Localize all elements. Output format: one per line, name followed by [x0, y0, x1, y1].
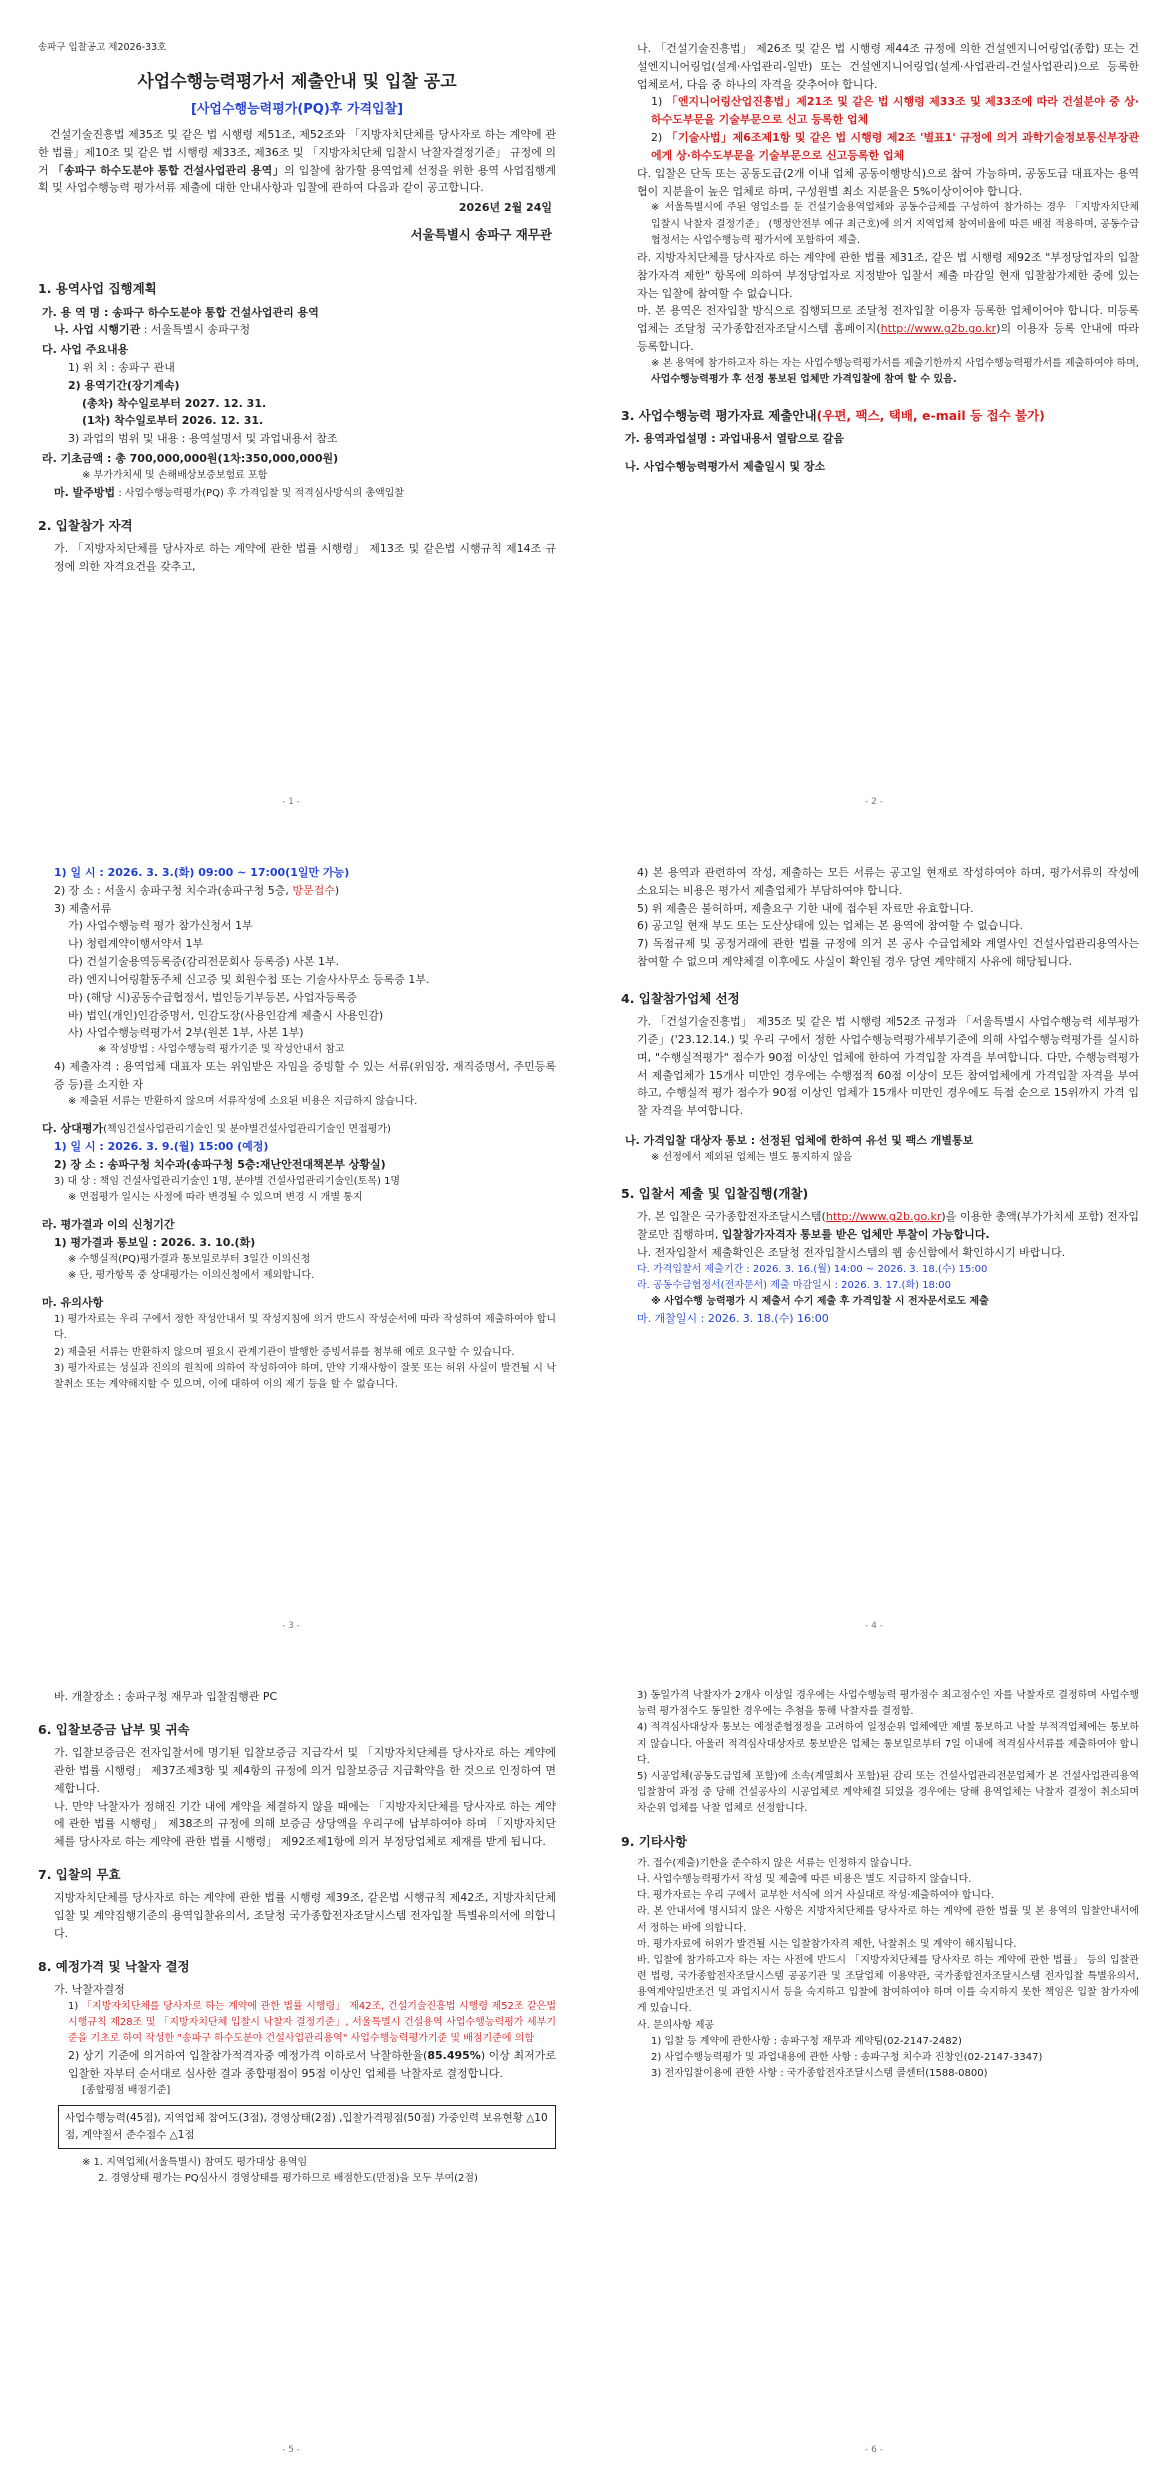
s8-score-label: [종합평점 배점기준] [82, 2084, 171, 2096]
s5-joint-deadline: 라. 공동수급협정서(전자문서) 제출 마감일시 : 2026. 3. 17.(화) 18:00 [637, 1279, 952, 1291]
s2-registration: 나. 「건설기술진흥법」 제26조 및 같은 법 시행령 제44조 규정에 의한 건설엔지니어링업(종합) 또는 건설엔지니어링업(설계·사업관리-일반) 또는 건설엔지니어링업(설계·사업관리-건설사업관리)으로 등록한 업체로서, 다음 중 하나의 자격을 갖추어야 합니다. [637, 42, 1139, 91]
precaution-5: 5) 위 제출은 불허하며, 제출요구 기한 내에 접수된 자료만 유효합니다. [637, 901, 974, 915]
s1-main-content: 다. 사업 주요내용 [42, 343, 129, 357]
doc-item: 바) 법인(개인)인감증명서, 인감도장(사용인감계 제출시 사용인감) [68, 1008, 384, 1022]
s8-rule-4: 4) 적격심사대상자 통보는 예정준협정정을 고려하여 일정순위 업체에만 제별 통보하고 낙찰 부적격업체에는 통보하지 않습니다. 아울러 적격심사대상자로 통보받은 업체는 통보일로부터 7일 이내에 적격심사서류를 제출하여야 합니다. [637, 1722, 1139, 1766]
page-number: - 4 - [865, 1621, 883, 1632]
s5-opening-place: 바. 개찰장소 : 송파구청 재무과 입찰집행관 PC [54, 1690, 278, 1703]
s5-bid-period: 다. 가격입찰서 제출기간 : 2026. 3. 16.(월) 14:00 ~ 2026. 3. 18.(수) 15:00 [637, 1263, 988, 1275]
s1-scope: 3) 과업의 범위 및 내용 : 용역설명서 및 과업내용서 참조 [68, 432, 338, 446]
s3-place: 2) 장 소 : 서울시 송파구청 치수과(송파구청 5층, 방문접수) [54, 883, 340, 897]
doc-item: 사) 사업수행능력평가서 2부(원본 1부, 사본 1부) [68, 1026, 304, 1040]
page-number: - 3 - [282, 1621, 300, 1632]
s5-note: ※ 사업수행 능력평가 시 제출서 수기 제출 후 가격입찰 시 전자문서로도 제출 [651, 1296, 989, 1308]
precaution-2: 2) 제출된 서류는 반환하지 않으며 필요시 관계기관이 발행한 증빙서류를 첨부해 예로 요구할 수 있습니다. [54, 1346, 515, 1358]
document-title: 사업수행능력평가서 제출안내 및 입찰 공고 [137, 72, 457, 93]
s3-description: 가. 용역과업설명 : 과업내용서 열람으로 갈음 [625, 432, 844, 446]
s6-forfeit: 나. 만약 낙찰자가 정해진 기간 내에 계약을 체결하지 않을 때에는 「지방자치단체를 당사자로 하는 계약에 관한 법률 시행령」 제38조의 규정에 의해 보증금 상당액을 우리구에 납부하여야 하며 「지방자치단체를 당사자로 하는 계약에 관한 법률 시행령」 제92조제1항에 의거 부정당업체로 제재를 받게 됩니다. [54, 1799, 556, 1849]
doc-item: 나) 청렴계약이행서약서 1부 [68, 937, 204, 951]
s5-confirmation: 나. 전자입찰서 제출확인은 조달청 전자입찰시스템의 웹 송신함에서 확인하시기 바랍니다. [637, 1245, 1066, 1259]
s2-e-bidding: 마. 본 용역은 전자입찰 방식으로 집행되므로 조달청 전자입찰 이용자 등록한 업체이어야 합니다. 미등록 업체는 조달청 국가종합전자조달시스템 홈페이지(http://www.g2b.go.kr)의 이용자 등록 안내에 따라 등록합니다. [637, 304, 1139, 353]
s8-rule-1: 1) 「지방자치단체를 당사자로 하는 계약에 관한 법률 시행령」 제42조, 건설기술진흥법 시행령 제52조 같은법 시행규칙 제28조 및 「지방자치단체 입찰시 낙찰자 결정기준」, 서울특별시 건설용역 사업수행능력평가 세부기준을 기초로 하여 작성한 "송파구 하수도분야 건설사업관리용역" 사업수행능력평가기준 및 배점기준에 의함 [68, 2000, 556, 2045]
section-6-title: 6. 입찰보증금 납부 및 귀속 [38, 1721, 190, 1737]
s2-qual-1: 1) 「엔지니어링산업진흥법」제21조 및 같은 법 시행령 제33조 및 제33조에 따라 건설분야 중 상·하수도부문을 기술부문으로 신고 등록한 업체 [651, 95, 1139, 127]
s3-submission: 나. 사업수행능력평가서 제출일시 및 장소 [625, 460, 826, 474]
relative-evaluation: 다. 상대평가(책임건설사업관리기술인 및 분야별건설사업관리기술인 면접평가) [42, 1122, 391, 1136]
doc-item: 라) 엔지니어링활동주체 신고증 및 회원수첩 또는 기술사사무소 등록증 1부. [68, 972, 430, 986]
announcement-number: 송파구 입찰공고 제2026-33호 [38, 42, 167, 53]
s2-qualification: 가. 「지방자치단체를 당사자로 하는 계약에 관한 법률 시행령」 제13조 및 같은법 시행규칙 제14조 규정에 의한 자격요건을 갖추고, [54, 542, 556, 574]
section-8-title: 8. 예정가격 및 낙찰자 결정 [38, 1958, 190, 1974]
page-2 [583, 0, 1165, 824]
s3-submitter: 4) 제출자격 : 용역업체 대표자 또는 위임받은 자임을 증빙할 수 있는 서류(위임장, 재직증명서, 주민등록증 등)를 소지한 자 [54, 1060, 556, 1092]
s1-period: 2) 용역기간(장기계속) [68, 378, 180, 392]
doc-item: 마) (해당 시)공동수급협정서, 법인등기부등본, 사업자등록증 [68, 990, 357, 1004]
page-number: - 5 - [282, 2445, 300, 2456]
s2-joint-bidding: 다. 입찰은 단독 또는 공동도급(2개 이내 업체 공동이행방식)으로 참여 가능하며, 공동도급 대표자는 용역협이 지분율이 높은 업체로 하며, 구성원별 최소 지분율은 5%이상이어야 합니다. [637, 166, 1139, 198]
precaution-4: 4) 본 용역과 관련하여 작성, 제출하는 모든 서류는 공고일 현재로 작성하여야 하며, 평가서류의 작성에 소요되는 비용은 평가서 제출업체가 부담하여야 합니다. [637, 866, 1139, 897]
s9-item: 바. 입찰에 참가하고자 하는 자는 사전에 반드시 「지방자치단체를 당사자로 하는 계약에 관한 법률」 등의 입찰관련 법령, 국가종합전자조달시스템 공공기관 및 조달업체 이용약관, 국가종합전자조달시스템 전자입찰 특별유의서, 용역계약일반조건 및 과업지시서 등을 숙지하고 입찰에 참여하여야 하며 이를 숙지하지 못한 책임은 입찰 참가자에게 있습니다. [637, 1954, 1139, 2015]
s9-item: 마. 평가자료에 허위가 발견될 시는 입찰참가자격 제한, 낙찰취소 및 계약이 해지됩니다. [637, 1938, 1017, 1950]
section-5-title: 5. 입찰서 제출 및 입찰집행(개찰) [621, 1186, 809, 1201]
s3-note: ※ 제출된 서류는 반환하지 않으며 서류작성에 소요된 비용은 지급하지 않습니다. [68, 1095, 418, 1107]
s1-period-total: (총차) 착수일로부터 2027. 12. 31. [82, 396, 267, 410]
result-date: 1) 평가결과 통보일 : 2026. 3. 10.(화) [54, 1236, 256, 1250]
page-number: - 2 - [865, 797, 883, 808]
page-number: - 6 - [865, 2445, 883, 2456]
s2-joint-note: ※ 서울특별시에 주된 영업소를 둔 건설기술용역업체와 공동수급체를 구성하여 참가하는 경우 「지방자치단체 입찰시 낙찰자 결정기준」 (행정안전부 예규 최근호)에 의거 지역업체 참여비율에 따른 배점 적용하며, 공동수급협정서는 사업수행능력 평가서에 포함하여 제출. [651, 202, 1139, 246]
s8-score-box: 사업수행능력(45점), 지역업체 참여도(3점), 경영상태(2점) ,입찰가격평점(50점) 가중인력 보유현황 △10점, 계약질서 준수점수 △1점 [58, 2105, 556, 2149]
doc-note: ※ 작성방법 : 사업수행능력 평가기준 및 작성안내서 참고 [98, 1044, 345, 1056]
contact-evaluation: 2) 사업수행능력평가 및 과업내용에 관한 사항 : 송파구청 치수과 진창인(02-2147-3347) [651, 2052, 1043, 2063]
page-number: - 1 - [282, 797, 300, 808]
doc-item: 다) 건설기술용역등록증(감리전문회사 등록증) 사본 1부. [68, 955, 340, 969]
s1-ordering-method: 마. 발주방법 : 사업수행능력평가(PQ) 후 가격입찰 및 적격심사방식의 총액입찰 [54, 486, 404, 500]
s9-contacts: 사. 문의사항 제공 [637, 2019, 715, 2031]
s4-note: ※ 선정에서 제외된 업체는 별도 통지하지 않음 [651, 1151, 853, 1163]
s4-selection: 가. 「건설기술진흥법」 제35조 및 같은 법 시행령 제52조 규정과 「서울특별시 사업수행능력 세부평가기준」('23.12.14.) 및 우리 구에서 정한 사업수행능력평가세부기준에 의해 사업수행능력평가를 실시하며, "수행실적평가" 점수가 90점 이상인 업체에 한하여 가격입찰 자격을 부여합니다. 다만, 수행능력평가서 제출업체가 15개사 미만인 경우에는 수행점적 60점 이상이 모든 참여업체에게 가격입찰 자격을 부여하고, 수행실적 평가 점수가 90점 이상인 업체가 15개사 미만인 경우에도 득점 순으로 15위까지 가격 입찰 자격을 부여합니다. [637, 1015, 1139, 1118]
announcement-date: 2026년 2월 24일 [458, 201, 552, 215]
s8-note-1: ※ 1. 지역업체(서울특별시) 참여도 평가대상 용역임 [82, 2157, 308, 2169]
s1-service-name: 가. 용 역 명 : 송파구 하수도분야 통합 건설사업관리 용역 [42, 305, 319, 319]
s1-base-amount-note: ※ 부가가치세 및 손해배상보증보험료 포함 [82, 469, 268, 481]
s3-datetime: 1) 일 시 : 2026. 3. 3.(화) 09:00 ~ 17:00(1일만 가능) [54, 866, 350, 879]
s2-qual-2: 2) 「기술사법」제6조제1항 및 같은 법 시행령 제2조 '별표1' 규정에 의거 과학기술정보통신부장관에게 상·하수도부문을 기술부문으로 신고등록한 업체 [651, 131, 1139, 162]
s1-agency: 나. 사업 시행기관 : 서울특별시 송파구청 [54, 323, 251, 337]
interview-target: 3) 대 상 : 책임 건설사업관리기술인 1명, 분야별 건설사업관리기술인(토목) 1명 [54, 1175, 401, 1187]
page-5 [0, 1648, 582, 2472]
contact-contract: 1) 입찰 등 계약에 관한사항 : 송파구청 재무과 계약팀(02-2147-2482) [651, 2035, 962, 2047]
section-1-title: 1. 용역사업 집행계획 [38, 281, 157, 297]
page-1 [0, 0, 582, 824]
page-6 [583, 1648, 1165, 2472]
s4-notification: 나. 가격입찰 대상자 통보 : 선정된 업체에 한하여 유선 및 팩스 개별통보 [625, 1134, 974, 1147]
issuer: 서울특별시 송파구 재무관 [410, 227, 552, 243]
s8-winner: 가. 낙찰자결정 [54, 1982, 125, 1996]
precaution-3: 3) 평가자료는 성실과 진의의 원칙에 의하여 작성하여야 하며, 만약 기재사항이 잘못 또는 허위 사실이 발견될 시 낙찰취소 또는 계약해지할 수 있으며, 이에 대하여 이의 제기 등을 할 수 없습니다. [54, 1362, 556, 1390]
s9-item: 라. 본 안내서에 명시되지 않은 사항은 지방자치단체를 당사자로 하는 계약에 관한 법률 및 본 용역의 입찰안내서에서 정하는 바에 의합니다. [637, 1906, 1139, 1934]
doc-item: 가) 사업수행능력 평가 참가신청서 1부 [68, 919, 253, 933]
s8-rule-3: 3) 동일가격 낙찰자가 2개사 이상일 경우에는 사업수행능력 평가점수 최고점수인 자를 낙찰자로 결정하며 사업수행능력 평가점수도 동일한 경우에는 추첨을 통해 낙찰자를 결정함. [637, 1690, 1139, 1718]
s6-deposit: 가. 입찰보증금은 전자입찰서에 명기된 입찰보증금 지급각서 및 「지방자치단체를 당사자로 하는 계약에 관한 법률 시행령」 제37조제3항 및 제4항의 규정에 의거 입찰보증금 지급확약을 한 것으로 인정하여 면제합니다. [54, 1746, 556, 1795]
g2b-link[interactable]: http://www.g2b.go.kr [825, 1210, 942, 1224]
precautions: 마. 유의사항 [42, 1296, 104, 1310]
s9-item: 다. 평가자료는 우리 구에서 교부한 서식에 의거 사실대로 작성·제출하여야 합니다. [637, 1890, 994, 1902]
page-4 [583, 824, 1165, 1648]
section-7-title: 7. 입찰의 무효 [38, 1866, 121, 1882]
contact-e-bidding: 3) 전자입찰이용에 관한 사항 : 국가종합전자조달시스템 콜센터(1588-0800) [651, 2068, 988, 2080]
precaution-7: 7) 독점규제 및 공정거래에 관한 법률 규정에 의거 본 공사 수급업체와 계열사인 건설사업관리용역사는 참여할 수 없으며 계약체결 이후에도 사실이 확인될 경우 당연 계약해지 사유에 해당됩니다. [637, 937, 1139, 969]
section-4-title: 4. 입찰참가업체 선정 [621, 990, 740, 1006]
s1-location: 1) 위 치 : 송파구 관내 [68, 360, 175, 374]
s2-restriction: 라. 지방자치단체를 당사자로 하는 계약에 관한 법률 제31조, 같은 법 시행령 제92조 "부정당업자의 입찰참가자격 제한" 항목에 의하여 부정당업자로 지정받아 입찰서 제출 마감일 현재 입찰참가제한 중에 있는 자는 입찰에 참여할 수 없습니다. [637, 250, 1139, 300]
s8-note-2: 2. 경영상태 평가는 PQ심사시 경영상태를 평가하므로 배점한도(만점)을 모두 부여(2점) [98, 2173, 478, 2185]
section-3-title: 3. 사업수행능력 평가자료 제출안내(우편, 팩스, 택배, e-mail 등 접수 불가) [621, 408, 1045, 424]
section-9-title: 9. 기타사항 [621, 1833, 688, 1849]
s5-opening-datetime: 마. 개찰일시 : 2026. 3. 18.(수) 16:00 [637, 1312, 829, 1326]
s7-body: 지방자치단체를 당사자로 하는 계약에 관한 법률 시행령 제39조, 같은법 시행규칙 제42조, 지방자치단체 입찰 및 계약집행기준의 용역입찰유의서, 조달청 국가종합전자조달시스템 전자입찰 특별유의서에 의합니다. [54, 1891, 556, 1940]
s9-item: 가. 접수(제출)기한을 준수하지 않은 서류는 인정하지 않습니다. [637, 1857, 912, 1869]
objection-note-1: ※ 수행실적(PQ)평가결과 통보일로부터 3일간 이의신청 [68, 1253, 311, 1265]
objection-note-2: ※ 단, 평가항목 중 상대평가는 이의신청에서 제외합니다. [68, 1270, 315, 1282]
s1-base-amount: 라. 기초금액 : 총 700,000,000원(1차:350,000,000원) [42, 452, 339, 466]
precaution-1: 1) 평가자료는 우리 구에서 정한 작성안내서 및 작성지침에 의거 반드시 작성순서에 따라 작성하여 제출하여야 합니다. [54, 1314, 556, 1342]
s2-e-bidding-note: ※ 본 용역에 참가하고자 하는 자는 사업수행능력평가서를 제출기한까지 사업수행능력평가서를 제출하여야 하며, 사업수행능력평가 후 선정 통보된 업체만 가격입찰에 참여 할 수 있음. [651, 357, 1139, 385]
precaution-6: 6) 공고일 현재 부도 또는 도산상태에 있는 업체는 본 용역에 참여할 수 없습니다. [637, 919, 1024, 933]
intro-paragraph: 건설기술진흥법 제35조 및 같은 법 시행령 제51조, 제52조와 「지방자치단체를 당사자로 하는 계약에 관한 법률」제10조 및 같은 법 시행령 제33조, 제36조 및 「지방자치단체 입찰시 낙찰자결정기준」 규정에 의거 「송파구 하수도분야 통합 건설사업관리 용역」의 입찰에 참가할 용역업체 선정을 위한 용역 사업집행계획 및 사업수행능력 평가서류 제출에 대한 안내사항과 입찰에 관하여 다음과 같이 공고합니다. [38, 127, 557, 195]
g2b-link[interactable]: http://www.g2b.go.kr [880, 322, 997, 336]
objection-period: 라. 평가결과 이의 신청기간 [42, 1218, 175, 1232]
s9-item: 나. 사업수행능력평가서 작성 및 제출에 따른 비용은 별도 지급하지 않습니다. [637, 1873, 972, 1885]
s1-period-first: (1차) 착수일로부터 2026. 12. 31. [82, 414, 264, 428]
interview-place: 2) 장 소 : 송파구청 치수과(송파구청 5층:재난안전대책본부 상황실) [54, 1158, 386, 1172]
s8-rule-5: 5) 시공업체(공동도급업체 포함)에 소속(계열회사 포함)된 감리 또는 건설사업관리전문업체가 본 건설사업관리용역 입찰참여 과정 중 당해 건설공사의 시공업체로 계약체결 되었을 경우에는 당해 용역업체는 낙찰자 결정이 취소되며 차순위 업체를 낙찰 업체로 선정합니다. [637, 1770, 1139, 1815]
document-subtitle: [사업수행능력평가(PQ)후 가격입찰] [190, 101, 404, 117]
s5-e-bidding: 가. 본 입찰은 국가종합전자조달시스템(http://www.g2b.go.kr)을 이용한 총액(부가가치세 포함) 전자입찰로만 집행하며, 입찰참가자격자 통보를 받은 업체만 투찰이 가능합니다. [637, 1210, 1139, 1242]
page-3 [0, 824, 582, 1648]
interview-note: ※ 면접평가 일시는 사정에 따라 변경될 수 있으며 변경 시 개별 통지 [68, 1192, 363, 1204]
section-2-title: 2. 입찰참가 자격 [38, 518, 133, 534]
interview-datetime: 1) 일 시 : 2026. 3. 9.(월) 15:00 (예정) [54, 1140, 269, 1154]
s8-rule-2: 2) 상기 기준에 의거하여 입찰참가적격자중 예정가격 이하로서 낙찰하한율(85.495%) 이상 최저가로 입찰한 자부터 순서대로 심사한 결과 종합평점이 95점 이상인 업체를 낙찰자로 결정합니다. [68, 2049, 556, 2081]
s3-documents: 3) 제출서류 [54, 901, 112, 915]
